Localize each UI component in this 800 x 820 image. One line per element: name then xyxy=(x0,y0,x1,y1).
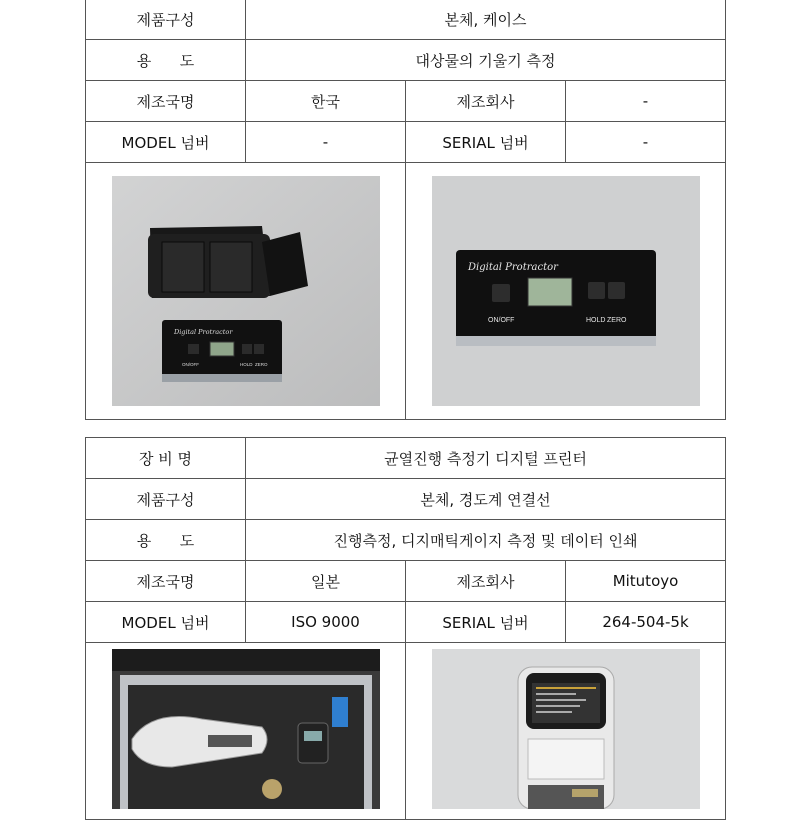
row-value-serial: 264-504-5k xyxy=(566,602,726,643)
photo-protractor-with-case xyxy=(112,176,380,406)
table-row xyxy=(86,40,726,81)
btn-zero-label: ZERO xyxy=(606,317,626,324)
row-value-equipment-name: 균열진행 측정기 디지털 프린터 xyxy=(246,438,726,479)
row-label-manufacturer: 제조회사 xyxy=(406,81,566,122)
table-row xyxy=(86,520,726,561)
table-row xyxy=(86,438,726,479)
btn-hold-label: HOLD xyxy=(239,362,253,367)
spec-table-protractor xyxy=(85,0,726,420)
row-label-model: MODEL 넘버 xyxy=(86,122,246,163)
row-value-manufacturer: - xyxy=(566,81,726,122)
row-value-model: - xyxy=(246,122,406,163)
row-value-composition: 본체, 케이스 xyxy=(246,0,726,40)
btn-onoff-label: ON/OFF xyxy=(487,317,514,324)
row-label-composition: 제품구성 xyxy=(86,0,246,40)
table-row xyxy=(86,81,726,122)
row-value-manufacturer: Mitutoyo xyxy=(566,561,726,602)
brand-label: Digital Protractor xyxy=(173,328,232,336)
btn-hold-label: HOLD xyxy=(585,317,605,324)
row-value-origin: 한국 xyxy=(246,81,406,122)
row-label-usage: 용 도 xyxy=(86,520,246,561)
photo-protractor-closeup xyxy=(432,176,700,406)
table-row xyxy=(86,602,726,643)
row-label-origin: 제조국명 xyxy=(86,561,246,602)
btn-zero-label: ZERO xyxy=(254,362,268,367)
spec-table-crack-gauge-printer xyxy=(85,437,726,820)
row-value-origin: 일본 xyxy=(246,561,406,602)
table-row xyxy=(86,479,726,520)
table-row xyxy=(86,0,726,40)
row-value-serial: - xyxy=(566,122,726,163)
photo-digital-printer xyxy=(432,649,700,809)
table-row xyxy=(86,122,726,163)
table-row xyxy=(86,561,726,602)
row-value-composition: 본체, 경도계 연결선 xyxy=(246,479,726,520)
row-value-usage: 진행측정, 디지매틱게이지 측정 및 데이터 인쇄 xyxy=(246,520,726,561)
row-label-manufacturer: 제조회사 xyxy=(406,561,566,602)
table-row-photos xyxy=(86,163,726,420)
row-value-usage: 대상물의 기울기 측정 xyxy=(246,40,726,81)
row-label-origin: 제조국명 xyxy=(86,81,246,122)
row-label-equipment-name: 장 비 명 xyxy=(86,438,246,479)
row-label-composition: 제품구성 xyxy=(86,479,246,520)
photo-equipment-case xyxy=(112,649,380,809)
btn-onoff-label: ON/OFF xyxy=(181,362,199,367)
row-label-serial: SERIAL 넘버 xyxy=(406,602,566,643)
table-row-photos xyxy=(86,643,726,820)
row-value-model: ISO 9000 xyxy=(246,602,406,643)
row-label-serial: SERIAL 넘버 xyxy=(406,122,566,163)
row-label-model: MODEL 넘버 xyxy=(86,602,246,643)
row-label-usage: 용 도 xyxy=(86,40,246,81)
brand-label: Digital Protractor xyxy=(467,262,558,273)
